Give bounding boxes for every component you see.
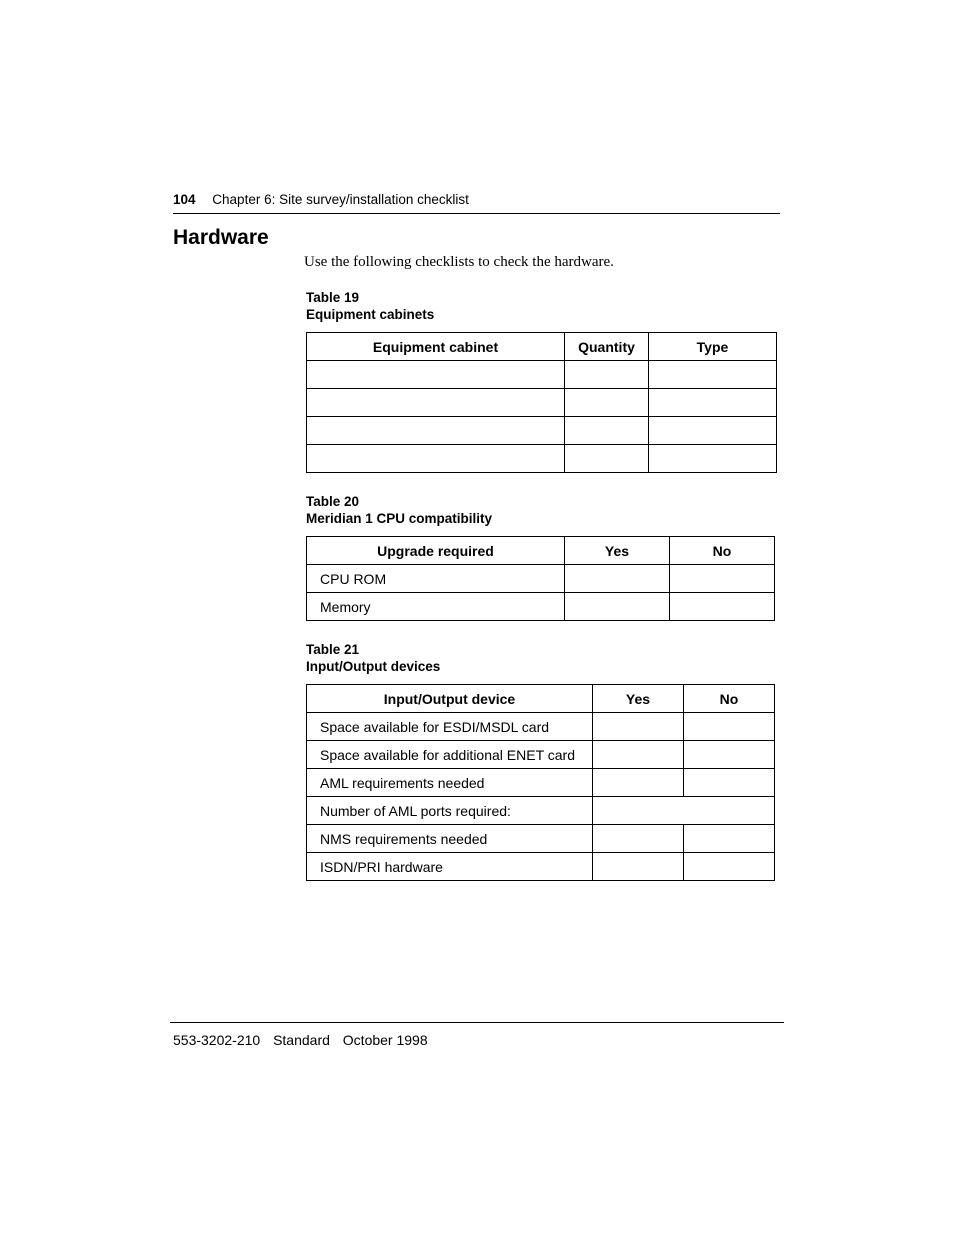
yes-cell[interactable] <box>593 713 684 741</box>
table-title: Meridian 1 CPU compatibility <box>306 511 493 526</box>
io-devices-table <box>306 684 775 881</box>
table-cell[interactable] <box>307 445 565 473</box>
column-header: Upgrade required <box>307 537 565 565</box>
column-header: No <box>670 537 775 565</box>
table-title: Equipment cabinets <box>306 307 435 322</box>
yes-cell[interactable] <box>565 593 670 621</box>
column-header: Quantity <box>565 333 649 361</box>
table-row <box>307 389 777 417</box>
no-cell[interactable] <box>670 565 775 593</box>
table-title: Input/Output devices <box>306 659 441 674</box>
no-cell[interactable] <box>684 713 775 741</box>
table-row <box>307 853 775 881</box>
table-cell[interactable] <box>649 389 777 417</box>
yes-cell[interactable] <box>565 565 670 593</box>
section-title: Hardware <box>173 226 269 249</box>
column-header: Yes <box>565 537 670 565</box>
table-19-caption <box>306 289 434 323</box>
row-label: NMS requirements needed <box>307 825 593 853</box>
yes-cell[interactable] <box>593 825 684 853</box>
row-label: Number of AML ports required: <box>307 797 593 825</box>
no-cell[interactable] <box>684 853 775 881</box>
running-footer <box>173 1031 437 1049</box>
table-header-row <box>307 537 775 565</box>
table-cell[interactable] <box>649 445 777 473</box>
row-label: CPU ROM <box>307 565 565 593</box>
table-header-row <box>307 685 775 713</box>
table-number: Table 19 <box>306 290 360 305</box>
document-number: 553-3202-210 <box>173 1032 261 1048</box>
row-label: Space available for additional ENET card <box>307 741 593 769</box>
yes-cell[interactable] <box>593 853 684 881</box>
chapter-title: Chapter 6: Site survey/installation checklist <box>212 192 469 207</box>
table-20-caption <box>306 493 492 527</box>
table-cell[interactable] <box>565 445 649 473</box>
equipment-cabinets-table <box>306 332 777 473</box>
table-row <box>307 593 775 621</box>
table-number: Table 20 <box>306 494 360 509</box>
row-label: ISDN/PRI hardware <box>307 853 593 881</box>
table-cell[interactable] <box>565 361 649 389</box>
table-row <box>307 769 775 797</box>
table-cell[interactable] <box>565 417 649 445</box>
no-cell[interactable] <box>670 593 775 621</box>
port-count-cell[interactable] <box>593 797 775 825</box>
table-row <box>307 797 775 825</box>
table-cell[interactable] <box>307 361 565 389</box>
document-date: October 1998 <box>342 1032 428 1048</box>
table-21-caption <box>306 641 440 675</box>
column-header: Yes <box>593 685 684 713</box>
no-cell[interactable] <box>684 769 775 797</box>
table-cell[interactable] <box>649 417 777 445</box>
table-row <box>307 741 775 769</box>
column-header: Type <box>649 333 777 361</box>
row-label: Space available for ESDI/MSDL card <box>307 713 593 741</box>
no-cell[interactable] <box>684 825 775 853</box>
no-cell[interactable] <box>684 741 775 769</box>
intro-text: Use the following checklists to check the hardware. <box>304 254 614 270</box>
table-row <box>307 565 775 593</box>
table-row <box>307 361 777 389</box>
table-row <box>307 825 775 853</box>
yes-cell[interactable] <box>593 741 684 769</box>
footer-rule <box>170 1022 784 1024</box>
column-header: No <box>684 685 775 713</box>
table-cell[interactable] <box>565 389 649 417</box>
document-status: Standard <box>273 1032 330 1048</box>
cpu-compatibility-table <box>306 536 775 621</box>
column-header: Equipment cabinet <box>307 333 565 361</box>
table-number: Table 21 <box>306 642 360 657</box>
column-header: Input/Output device <box>307 685 593 713</box>
page-number: 104 <box>173 192 196 207</box>
table-row <box>307 445 777 473</box>
table-header-row <box>307 333 777 361</box>
row-label: AML requirements needed <box>307 769 593 797</box>
table-row <box>307 417 777 445</box>
row-label: Memory <box>307 593 565 621</box>
yes-cell[interactable] <box>593 769 684 797</box>
table-cell[interactable] <box>649 361 777 389</box>
running-header <box>173 191 780 214</box>
table-cell[interactable] <box>307 389 565 417</box>
table-row <box>307 713 775 741</box>
table-cell[interactable] <box>307 417 565 445</box>
